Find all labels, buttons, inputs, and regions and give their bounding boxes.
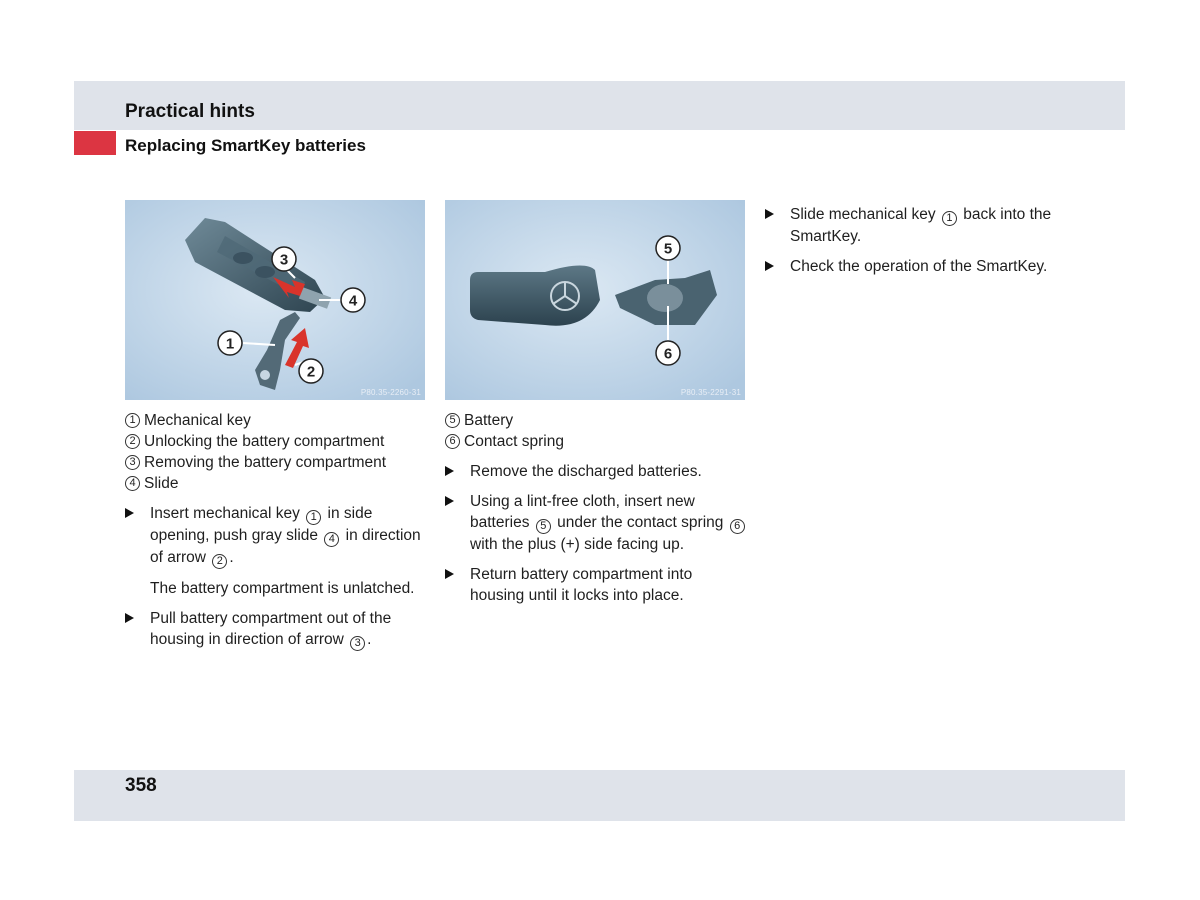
callout-1 [218,331,242,355]
legend-label: Unlocking the battery compartment [144,433,385,450]
instruction-step: Remove the discharged batteries. [445,461,750,482]
battery-illustration [445,200,745,400]
callout-number: 1 [125,413,140,428]
left-column [125,410,430,651]
svg-text:2: 2 [306,363,316,381]
callout-number: 2 [212,554,227,569]
callout-number: 3 [125,455,140,470]
legend-label: Slide [144,475,179,492]
svg-text:4: 4 [348,292,358,310]
bullet-arrow-icon [125,613,134,623]
instruction-step: Return battery compartment into housing until it locks into place. [445,564,750,606]
step-result-note: The battery compartment is unlatched. [150,580,415,597]
figure-code: P80.35-2260-31 [360,388,421,397]
callout-number: 2 [125,434,140,449]
figure-smartkey-opening [125,200,425,400]
legend-item [125,410,430,431]
callout-number: 5 [445,413,460,428]
callout-number: 4 [125,476,140,491]
instruction-step: Slide mechanical key 1 back into the SmartKey. [765,204,1095,247]
instruction-step: Using a lint-free cloth, insert new batteries 5 under the contact spring 6 with the plus (+) side facing up. [445,491,750,555]
svg-text:5: 5 [663,240,673,258]
legend-label: Removing the battery compartment [144,454,387,471]
svg-text:6: 6 [663,345,673,363]
middle-column [445,410,750,606]
bullet-arrow-icon [765,261,774,271]
footer-band [74,770,1125,821]
instruction-step: Pull battery compartment out of the housing in direction of arrow 3 . [125,608,430,651]
callout-4 [341,288,365,312]
right-column [765,195,1095,277]
callout-2 [299,359,323,383]
callout-6 [656,341,680,365]
callout-5 [656,236,680,260]
bullet-arrow-icon [445,569,454,579]
callout-3 [272,247,296,271]
instruction-step: Check the operation of the SmartKey. [765,256,1095,277]
bullet-arrow-icon [445,466,454,476]
callout-number: 6 [445,434,460,449]
figure-battery-compartment [445,200,745,400]
bullet-arrow-icon [765,209,774,219]
svg-text:3: 3 [279,251,289,269]
callout-number: 1 [306,510,321,525]
page-number: 358 [125,775,157,796]
legend-item [125,473,430,494]
legend-item [125,452,430,473]
instruction-step: Insert mechanical key 1 in side opening, push gray slide 4 in direction of arrow 2 . [125,503,430,569]
section-marker [74,131,116,155]
legend-label: Battery [464,412,514,429]
legend-item [445,431,750,452]
bullet-arrow-icon [445,496,454,506]
key-housing-shape [470,265,600,325]
callout-number: 3 [350,636,365,651]
smartkey-illustration [125,200,425,400]
callout-number: 1 [942,211,957,226]
legend-item [125,431,430,452]
svg-text:1: 1 [225,335,235,353]
bullet-arrow-icon [125,508,134,518]
callout-number: 6 [730,519,745,534]
figure-code: P80.35-2291-31 [680,388,741,397]
callout-number: 4 [324,532,339,547]
legend-label: Contact spring [464,433,564,450]
callout-number: 5 [536,519,551,534]
legend-label: Mechanical key [144,412,251,429]
legend-item [445,410,750,431]
section-title: Practical hints [125,101,255,122]
subsection-title: Replacing SmartKey batteries [125,136,366,155]
